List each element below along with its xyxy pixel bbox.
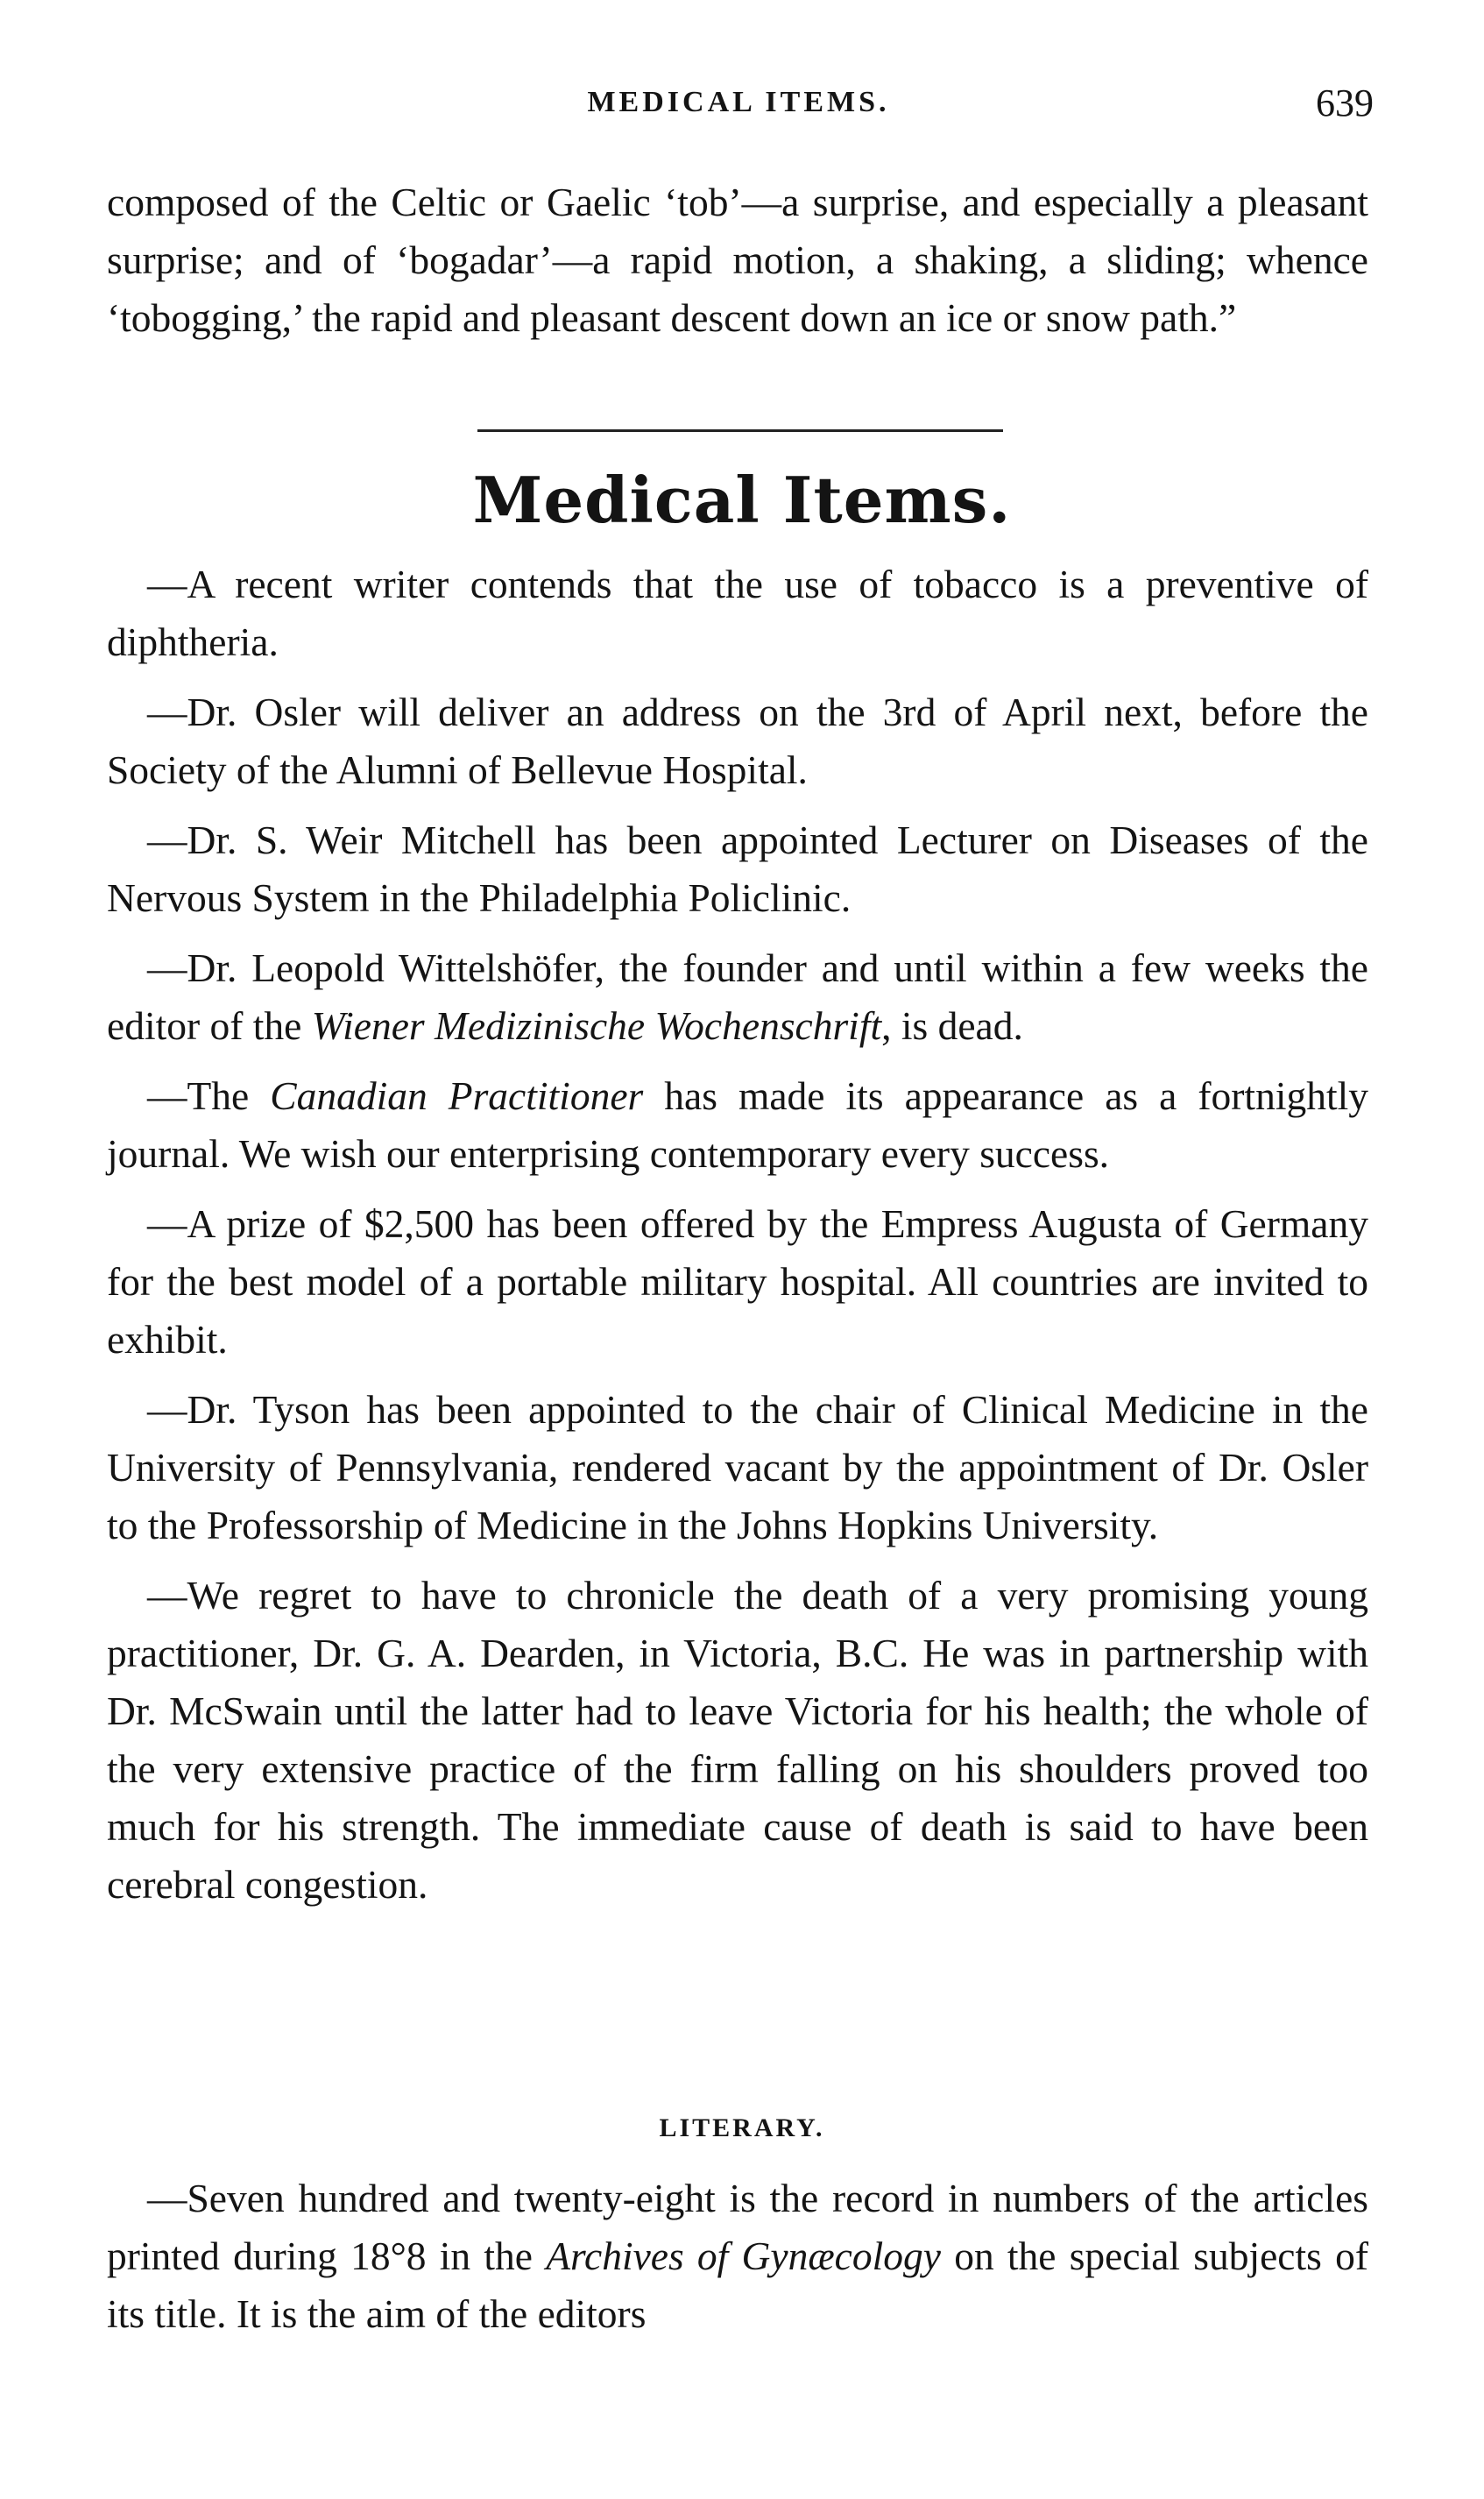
running-header (103, 81, 1374, 133)
item-text: —Dr. Leopold Wittelshöfer, the founder and until within a few weeks the editor of the (107, 945, 1368, 1048)
news-item: —Dr. Tyson has been appointed to the chair of Clinical Medicine in the University of Pennsylvania, rendered vacant by the appointment of Dr. Osler to the Professorship of Medicine in the Johns Hopkins University. (107, 1387, 1368, 1547)
news-item: —A recent writer contends that the use of tobacco is a preventive of diphtheria. (107, 562, 1368, 664)
running-title: MEDICAL ITEMS. (587, 86, 890, 118)
item-text: on the special subjects of its title. It is the aim of the editors (107, 2234, 1368, 2336)
literary-heading: LITERARY. (659, 2113, 825, 2142)
news-item: —Dr. S. Weir Mitchell has been appointed Lecturer on Diseases of the Nervous System in the Philadelphia Policlinic. (107, 818, 1368, 920)
news-item: —Dr. Osler will deliver an address on the 3rd of April next, before the Society of the Alumni of Bellevue Hospital. (107, 690, 1368, 792)
journal-title: Canadian Practitioner (270, 1073, 644, 1118)
news-item: —A prize of $2,500 has been offered by the Empress Augusta of Germany for the best model of a portable military hospital. All countries are invited to exhibit. (107, 1201, 1368, 1362)
literary-block (107, 2170, 1368, 2343)
literary-paragraph (107, 2170, 1368, 2343)
news-item (107, 1067, 1368, 1183)
item-text: , is dead. (881, 1003, 1023, 1048)
news-item (107, 939, 1368, 1055)
journal-title: Archives of Gynæcology (546, 2234, 941, 2278)
journal-title: Wiener Medizinische Wochenschrift (311, 1003, 882, 1048)
page-number: 639 (1316, 81, 1374, 124)
section-title: Medical Items. (472, 463, 1012, 537)
continued-paragraph: composed of the Celtic or Gaelic ‘tob’—a surprise, and especially a pleasant surprise; and of ‘bogadar’—a rapid motion, a shaking, a sliding; whence ‘tobogging,’ the rapid and pleasant descent down an ice or snow path.” (107, 180, 1368, 340)
item-text: —The (147, 1073, 271, 1118)
item-text: —Seven hundred and twenty-eight is the record in numbers of the articles printed during 18°8 in the (107, 2176, 1368, 2278)
news-item: —We regret to have to chronicle the death of a very promising young practitioner, Dr. G. A. Dearden, in Victoria, B.C. He was in partnership with Dr. McSwain until the latter had to leave Victoria for his health; the whole of the very extensive practice of the firm falling on his shoulders proved too much for his strength. The immediate cause of death is said to have been cerebral congestion. (107, 1573, 1368, 1907)
medical-items-list (107, 556, 1368, 1926)
continued-paragraph-block (107, 173, 1368, 347)
section-divider (477, 429, 1003, 432)
item-text: has made its appearance as a fortnightly journal. We wish our enterprising contemporary every success. (107, 1073, 1368, 1176)
